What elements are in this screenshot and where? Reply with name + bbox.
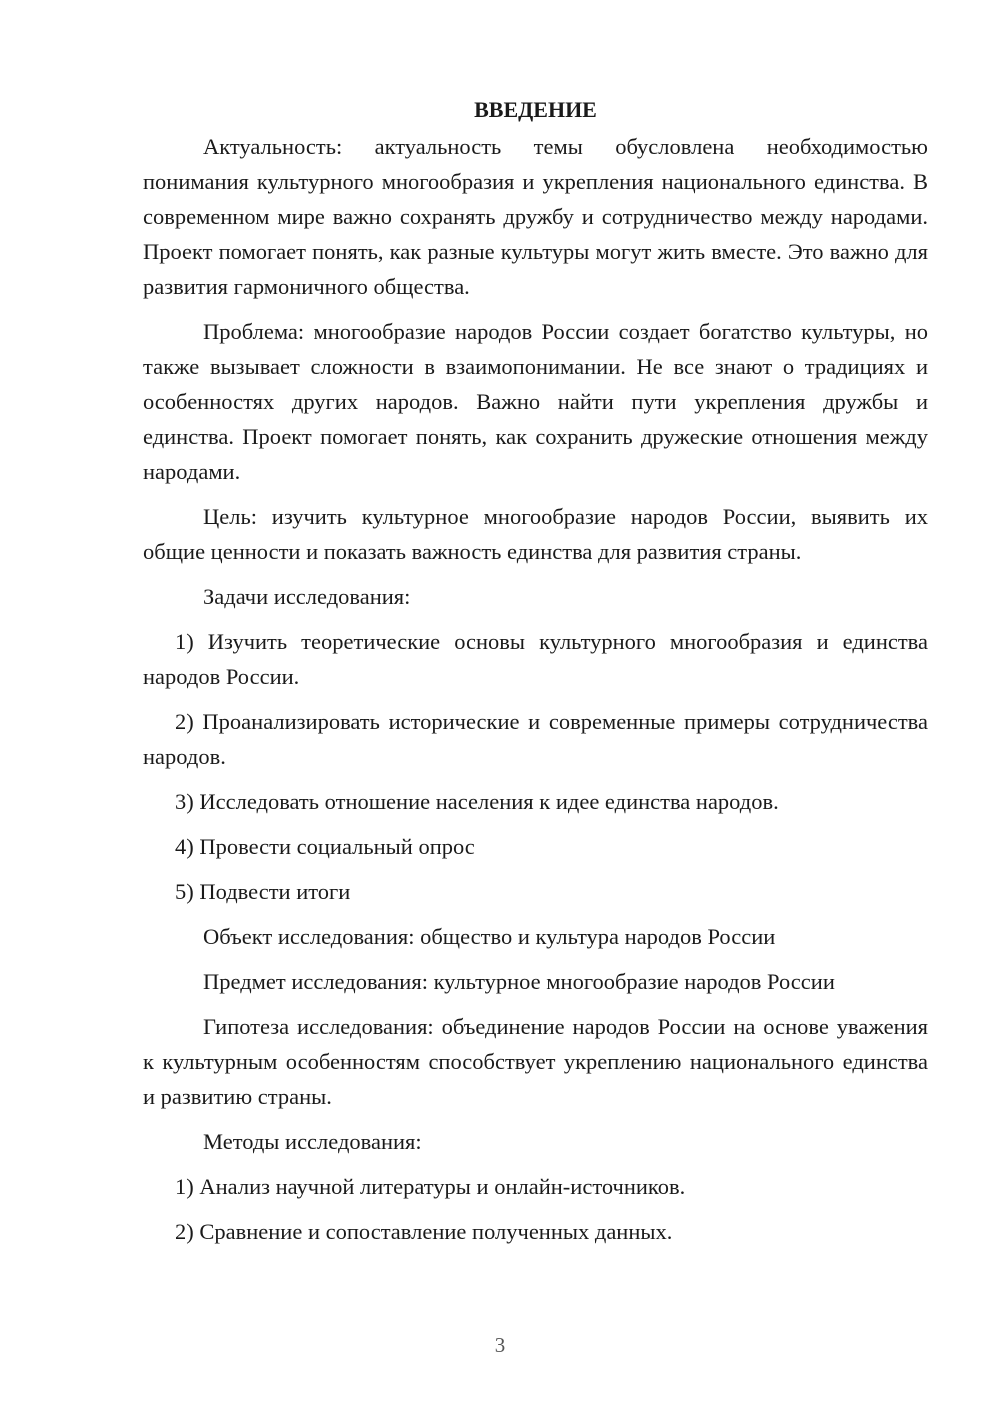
goal-paragraph: Цель: изучить культурное многообразие народов России, выявить их общие ценности и показать важность единства для развития страны. bbox=[143, 504, 928, 564]
document-page bbox=[143, 92, 928, 1259]
methods-heading: Методы исследования: bbox=[203, 1129, 422, 1154]
task-item: 2) Проанализировать исторические и современные примеры сотрудничества народов. bbox=[143, 709, 928, 769]
subject-paragraph: Предмет исследования: культурное многообразие народов России bbox=[203, 969, 835, 994]
relevance-paragraph: Актуальность: актуальность темы обусловлена необходимостью понимания культурного многообразия и укрепления национального единства. В современном мире важно сохранять дружбу и сотрудничество между народами. Проект помогает понять, как разные культуры могут жить вместе. Это важно для развития гармоничного общества. bbox=[143, 134, 928, 299]
task-item: 3) Исследовать отношение населения к идее единства народов. bbox=[175, 789, 779, 814]
task-item: 5) Подвести итоги bbox=[175, 879, 351, 904]
hypothesis-paragraph: Гипотеза исследования: объединение народов России на основе уважения к культурным особенностям способствует укреплению национального единства и развитию страны. bbox=[143, 1014, 928, 1109]
tasks-heading: Задачи исследования: bbox=[203, 584, 411, 609]
task-item: 1) Изучить теоретические основы культурного многообразия и единства народов России. bbox=[143, 629, 928, 689]
page-number: 3 bbox=[494, 1333, 506, 1357]
method-item: 2) Сравнение и сопоставление полученных данных. bbox=[175, 1219, 673, 1244]
method-item: 1) Анализ научной литературы и онлайн-источников. bbox=[175, 1174, 686, 1199]
task-item: 4) Провести социальный опрос bbox=[175, 834, 475, 859]
object-paragraph: Объект исследования: общество и культура народов России bbox=[203, 924, 776, 949]
problem-paragraph: Проблема: многообразие народов России создает богатство культуры, но также вызывает сложности в взаимопонимании. Не все знают о традициях и особенностях других народов. Важно найти пути укрепления дружбы и единства. Проект помогает понять, как сохранить дружеские отношения между народами. bbox=[143, 319, 928, 484]
page-title: ВВЕДЕНИЕ bbox=[474, 97, 597, 122]
